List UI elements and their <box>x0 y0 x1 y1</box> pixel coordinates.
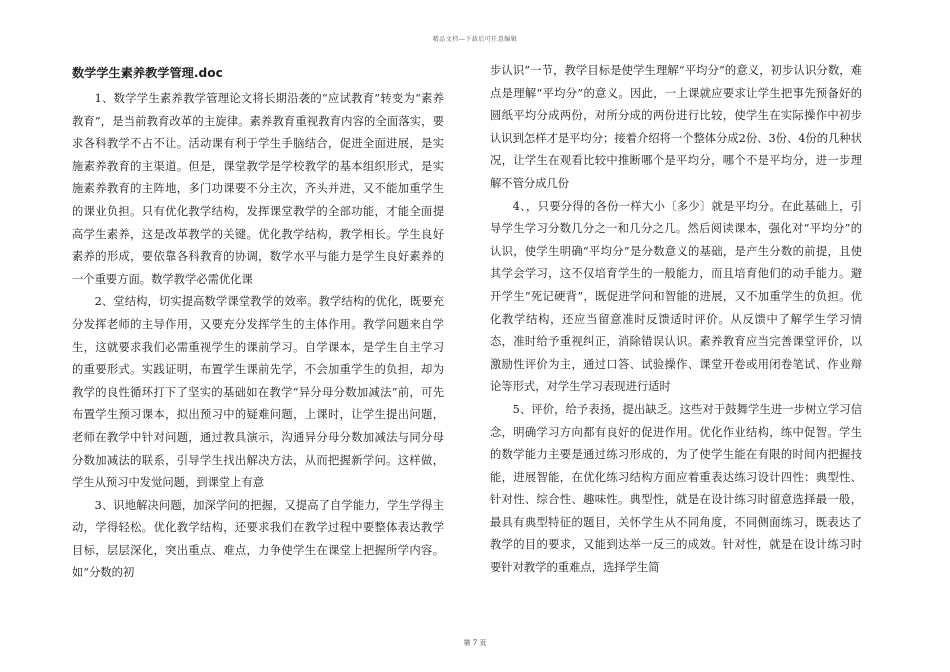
paragraph-1: 1、数学学生素养教学管理论文将长期沿袭的“应试教育”转变为“素养教育”，是当前教育改革的主旋律。素养教育重视教育内容的全面落实，要求各科教学不占不让。活动课有利于学生手脑结合，促进全面进展，是实施素养教育的主渠道。但是，课堂教学是学校教学的基本组织形式，是实施素养教育的主阵地，多门功课要不分主次，齐头并进，又不能加重学生的课业负担。只有优化教学结构，发挥课堂教学的全部功能，才能全面提高学生素养，这是改革教学的关键。优化教学结构，教学相长。学生良好素养的形成，要依靠各科教育的协调，数学水平与能力是学生良好素养的一个重要方面。数学教学必需优化课 <box>72 92 444 286</box>
paragraph-5: 5、评价，给予表扬，提出缺乏。这些对于鼓舞学生进一步树立学习信念，明确学习方向都有良好的促进作用。优化作业结构，练中促智。学生的数学能力主要是通过练习形成的，为了使学生能在有限的时间内把握技能，进展智能，在优化练习结构方面应着重表达练习设计四性：典型性、针对性、综合性、趣味性。典型性，就是在设计练习时留意选择最一般，最具有典型特征的题目，关怀学生从不同角度，不同侧面练习，既表达了教学的目的要求，又能到达举一反三的成效。针对性，就是在设计练习时要针对教学的重难点，选择学生简 <box>490 402 862 575</box>
paragraph-4: 4、，只要分得的各份一样大小〔多少〕就是平均分。在此基础上，引导学生学习分数几分之一和几分之几。然后阅读课本，强化对“平均分”的认识，使学生明确“平均分”是分数意义的基础，是产生分数的前提，且使其学会学习，这不仅培育学生的一般能力，而且培育他们的动手能力。避开学生“死记硬背”，既促进学问和智能的进展，又不加重学生的负担。优化教学结构，还应当留意准时反馈适时评价。从反馈中了解学生学习情态，准时给予重视纠正，消除错误认识。素养教育应当完善课堂评价，以激励性评价为主，通过口答、试验操作、课堂开卷或用闭卷笔试、作业辩论等形式，对学生学习表现进行适时 <box>490 199 862 394</box>
document-title: 数学学生素养教学管理.doc <box>72 66 223 80</box>
paragraph-2: 2、堂结构，切实提高数学课堂教学的效率。教学结构的优化，既要充分发挥老师的主导作用，又要充分发挥学生的主体作用。教学问题来自学生，这就要求我们必需重视学生的课前学习。自学课本，是学生自主学习的重要形式。实践证明，布置学生课前先学，不会加重学生的负担，却为教学的良性循环打下了坚实的基础如在教学“异分母分数加减法”前，可先布置学生预习课本，拟出预习中的疑难问题，上课时，让学生提出问题，老师在教学中针对问题，通过教具演示，沟通异分母分数加减法与同分母分数加减法的联系，引导学生找出解决方法，从而把握新学问。这样做，学生从预习中发觉问题，到课堂上有意 <box>72 295 444 490</box>
left-column <box>72 60 444 585</box>
page-number: 第 7 页 <box>463 639 487 647</box>
right-column <box>490 60 862 580</box>
page-header: 精品文档—下载后可任意编辑 <box>432 36 518 43</box>
paragraph-3-continued: 步认识”一节，教学目标是使学生理解“平均分”的意义，初步认识分数，难点是理解“平均分”的意义。因此，一上课就应要求让学生把事先预备好的圆纸平均分成两份，对所分成的两份进行比较，使学生在实际操作中初步认识到怎样才是平均分；接着介绍将一个整体分成2份、3份、4份的几种状况，让学生在观看比较中推断哪个是平均分，哪个不是平均分，进一步理解不管分成几份 <box>490 64 862 190</box>
paragraph-3: 3、识地解决问题，加深学问的把握，又提高了自学能力，学生学得主动，学得轻松。优化教学结构，还要求我们在教学过程中要整体表达教学目标，层层深化，突出重点、难点，力争使学生在课堂上把握所学内容。如“分数的初 <box>72 498 444 580</box>
